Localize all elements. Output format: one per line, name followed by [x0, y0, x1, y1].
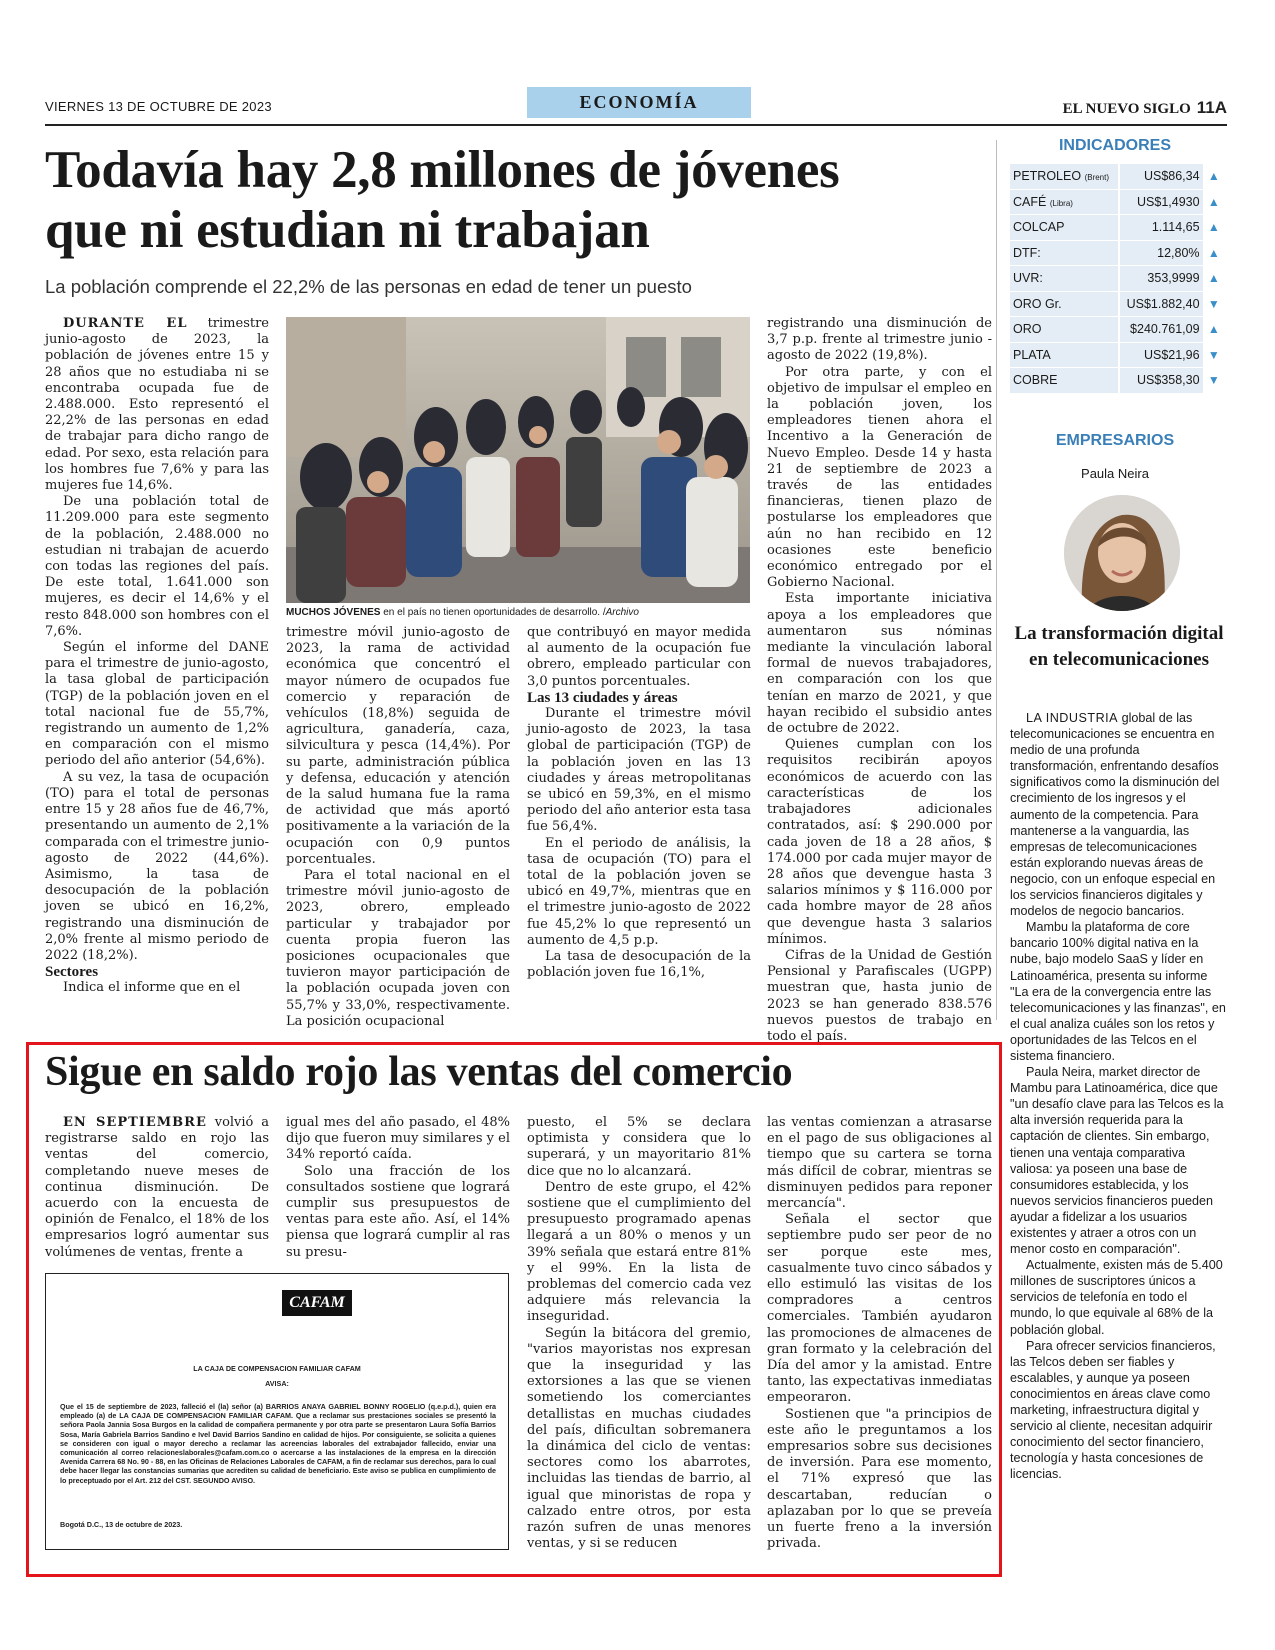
- paragraph: Por otra parte, y con el objetivo de impulsar el empleo en la población joven, los empleadores tienen ahora el Incentivo a la Generación de Nuevo Empleo. Desde 14 y hasta 21 de septiembre de 2023 a través de las entidades financieras, tienen plazo de postularse los empleadores que aún no han recibido en 12 ocasiones este beneficio económico entregado por el Gobierno Nacional.: [767, 364, 992, 591]
- indicator-label: DTF:: [1013, 245, 1041, 260]
- author-photo-image: [1064, 495, 1180, 611]
- article2-column-3: [527, 1115, 751, 1552]
- indicator-value: $240.761,09: [1119, 317, 1203, 343]
- paragraph: [45, 316, 269, 494]
- indicator-label: CAFÉ: [1013, 194, 1047, 209]
- trend-down-icon: ▼: [1203, 368, 1225, 394]
- article1-column-3: [527, 625, 751, 981]
- section-tab: ECONOMÍA: [527, 87, 751, 118]
- trend-down-icon: ▼: [1203, 342, 1225, 368]
- trend-up-icon: ▲: [1203, 164, 1225, 189]
- paragraph: Señala el sector que septiembre pudo ser peor de no ser porque este mes, casualmente tuvo cinco sábados y ello estimuló las visitas de los compradores a centros comerciales. También ayudaron las promociones de almacenes de gran formato y la celebración del Día del amor y la amistad. Entre tanto, las expectativas inmediatas empeoraron.: [767, 1212, 992, 1406]
- paragraph: puesto, el 5% se declara optimista y considera que lo superará, y un mayoritario 81% dice que no lo alcanzará.: [527, 1115, 751, 1179]
- notice-avisa: AVISA:: [265, 1379, 289, 1388]
- paragraph: Mambu la plataforma de core bancario 100% digital nativa en la nube, bajo modelo SaaS y líder en Latinoamérica, presenta su informe "La era de la convergencia entre las telecomunicaciones y las finanzas", en el cual analiza cuáles son los retos y oportunidades de las Telcos en el sistema financiero.: [1010, 920, 1226, 1063]
- headline-line-1: Todavía hay 2,8 millones de jóvenes: [45, 141, 840, 199]
- paragraph: Para ofrecer servicios financieros, las Telcos deben ser fiables y escalables, y aunque ya poseen conocimientos en áreas clave como marketing, infraestructura digital y servicio al cliente, necesitan adquirir conocimiento del sector financiero, tecnología y hasta concesiones de licencias.: [1010, 1338, 1216, 1482]
- indicator-value: 353,9999: [1119, 266, 1203, 292]
- indicator-row: [1010, 317, 1225, 343]
- article1-column-1: [45, 316, 269, 997]
- indicator-name: [1010, 240, 1119, 266]
- indicator-label: PETROLEO: [1013, 169, 1082, 184]
- paragraph: las ventas comienzan a atrasarse en el pago de sus obligaciones al tiempo que su cartera se torna más difícil de cobrar, mientras se disminuyen pedidos para reponer mercancía".: [767, 1115, 992, 1212]
- indicator-row: [1010, 240, 1225, 266]
- paragraph: Según la bitácora del gremio, "varios mayoristas nos expresan que la inseguridad y las extorsiones a las que se vienen sometiendo los comerciantes detallistas en muchas ciudades del país, dificultan sobremanera la dinámica del ciclo de ventas: sectores como los abarrotes, incluidas las tiendas de barrio, al igual que minoristas de ropa y calzado entre otros, por esta razón sufren de unas menores ventas, y si se reducen: [527, 1325, 751, 1552]
- article2-column-4: [767, 1115, 992, 1552]
- caption-lead: MUCHOS JÓVENES: [286, 607, 381, 618]
- author-portrait: [1064, 495, 1180, 611]
- indicator-name: [1010, 368, 1119, 394]
- headline-line-2: que ni estudian ni trabajan: [45, 201, 650, 259]
- section-heading: Sectores: [45, 964, 99, 981]
- paragraph-text: volvió a registrarse saldo en rojo las ventas del comercio, completando nueve meses de continua disminución. De acuerdo con la encuesta de opinión de Fenalco, el 18% de los empresarios logró aumentar sus volúmenes de ventas, frente a: [45, 1115, 269, 1260]
- article2-column-1: [45, 1115, 269, 1261]
- notice-heading: LA CAJA DE COMPENSACION FAMILIAR CAFAM: [193, 1364, 361, 1373]
- paragraph: Esta importante iniciativa apoya a los empleadores que aumentaron sus nóminas mediante la vinculación laboral formal de nuevos trabajadores, en comparación con los que tenían en marzo de 2021, y que hayan recibido el subsidio antes de octubre de 2022.: [767, 591, 992, 737]
- subhead: La población comprende el 22,2% de las personas en edad de tener un puesto: [45, 276, 692, 297]
- indicator-name: [1010, 342, 1119, 368]
- paragraph: Para el total nacional en el trimestre móvil junio-agosto de 2023, obrero, empleado particular y trabajador por cuenta propia fueron las posiciones ocupacionales que tuvieron mayor participación de la población ocupada joven con 55,7% y 33,0%, respectivamente. La posición ocupacional: [286, 868, 510, 1029]
- crowd-photo-image: [286, 317, 750, 603]
- paragraph: Indica el informe que en el: [63, 980, 241, 996]
- indicator-name: [1010, 189, 1119, 215]
- paragraph: La tasa de desocupación de la población joven fue 16,1%,: [527, 949, 751, 981]
- trend-up-icon: ▲: [1203, 240, 1225, 266]
- paragraph: Cifras de la Unidad de Gestión Pensional y Parafiscales (UGPP) muestran que, hasta junio de 2023 se han generado 838.576 nuevos puestos de trabajo en todo el país.: [767, 947, 992, 1044]
- article1-column-2: [286, 625, 510, 1030]
- indicator-value: US$358,30: [1119, 368, 1203, 394]
- indicator-row: [1010, 189, 1225, 215]
- paragraph-text: trimestre junio-agosto de 2023, la población de jóvenes entre 15 y 28 años que no estudiaba ni se encontraba ocupada fue de 2.488.000. Esto representó el 22,2% de las personas en edad de trabajar para dicho rango de edad. Por sexo, esta relación para los hombres fue 7,6% y para las mujeres fue 14,6%.: [45, 316, 269, 494]
- indicator-row: [1010, 342, 1225, 368]
- indicator-name: [1010, 266, 1119, 292]
- indicator-note: (Libra): [1049, 198, 1073, 208]
- indicators-title: INDICADORES: [1058, 137, 1171, 154]
- indicator-label: ORO Gr.: [1013, 296, 1062, 311]
- paragraph: De una población total de 11.209.000 para este segmento de la población, 2.488.000 no estudian ni trabajan de acuerdo con todas las regiones del país. De este total, 1.641.000 son mujeres, es decir el 14,6% y el resto 848.000 son hombres con el 7,6%.: [45, 494, 269, 639]
- indicator-label: COLCAP: [1013, 220, 1065, 235]
- masthead: [1063, 98, 1227, 118]
- indicator-name: [1010, 215, 1119, 241]
- opinion-column-body: [1010, 710, 1228, 1483]
- indicator-row: [1010, 215, 1225, 241]
- indicator-value: 12,80%: [1119, 240, 1203, 266]
- lead-in: LA INDUSTRIA: [1026, 711, 1119, 725]
- trend-up-icon: ▲: [1203, 215, 1225, 241]
- indicator-value: US$1.882,40: [1119, 291, 1203, 317]
- indicator-row: [1010, 368, 1225, 394]
- opinion-column-title: La transformación digital en telecomunicaciones: [1014, 623, 1224, 670]
- indicator-value: 1.114,65: [1119, 215, 1203, 241]
- indicator-note: (Brent): [1084, 173, 1110, 183]
- page-number: 11A: [1196, 98, 1227, 117]
- indicator-label: COBRE: [1013, 373, 1058, 388]
- indicator-value: US$21,96: [1119, 342, 1203, 368]
- caption-text: en el país no tienen oportunidades de desarrollo. /: [380, 607, 606, 618]
- article1-column-4: [767, 316, 992, 1045]
- paragraph: Según el informe del DANE para el trimestre de junio-agosto, la tasa global de participación (TGP) de la población joven en el total nacional fue de 55,7%, registrando un aumento de 1,2% en comparación con el mismo periodo del año anterior (54,6%).: [45, 640, 269, 769]
- indicator-row: [1010, 291, 1225, 317]
- masthead-name: EL NUEVO SIGLO: [1062, 101, 1191, 117]
- paragraph: igual mes del año pasado, el 48% dijo que fueron muy similares y el 34% reportó caída.: [286, 1115, 510, 1163]
- trend-up-icon: ▲: [1203, 266, 1225, 292]
- trend-up-icon: ▲: [1203, 189, 1225, 215]
- paragraph-text: global de las telecomunicaciones se encuentra en medio de una profunda transformación, enfrentando desafíos significativos como la disminución del crecimiento de los ingresos y el aumento de la competencia. Para mantenerse a la vanguardia, las empresas de telecomunicaciones están explorando nuevas áreas de negocio, con un enfoque especial en los servicios financieros digitales y modelos de negocio bancarios.: [1010, 711, 1220, 919]
- indicator-name: [1010, 317, 1119, 343]
- notice-body: Que el 15 de septiembre de 2023, falleció el (la) señor (a) BARRIOS ANAYA GABRIEL BONNY ROGELIO (q.e.p.d.), quien era empleado (a) de LA CAJA DE COMPENSACION FAMILIAR CAFAM. Que a reclamar sus prestaciones sociales se presentó la señora Paola Jannia Sosa Burgos en la calidad de compañera permanente y por otra parte se presentaron Laura Sofía Barrios Sosa, María Gabriela Barrios Sandino e Ivel David Barrios Sandino en calidad de hijos. Por consiguiente, se solicita a quienes se consideren con igual o mayor derecho a reclamar las acreencias laborales del extrabajador fallecido, enviar una comunicación al correo relacioneslaborales@cafam.com.co o acercarse a las instalaciones de la empresa en la dirección Avenida Carrera 68 No. 90 - 88, en las Oficinas de Relaciones Laborales de CAFAM, a fin de reclamar sus derechos, para lo cual debe hacer llegar las constancias sumarias que acrediten su calidad de beneficiario. Este aviso se publica en cumplimiento de lo preceptuado por el Art. 212 del CST. SEGUNDO AVISO.: [60, 1402, 496, 1485]
- legal-notice: [45, 1273, 509, 1550]
- paragraph: En el periodo de análisis, la tasa de ocupación (TO) para el total de la población joven se ubicó en 49,7%, mientras que en el trimestre junio-agosto de 2022 fue 45,2% lo que representó un aumento de 4,5 p.p.: [527, 835, 751, 948]
- section-heading: Las 13 ciudades y áreas: [527, 689, 678, 706]
- notice-footer: Bogotá D.C., 13 de octubre de 2023.: [60, 1520, 183, 1529]
- lead-in: DURANTE EL: [63, 316, 188, 331]
- paragraph: A su vez, la tasa de ocupación (TO) para el total de personas entre 15 y 28 años fue de 46,7%, presentando un aumento de 2,1% comparada con el trimestre junio-agosto de 2022 (44,6%). Asimismo, la tasa de desocupación de la población joven se ubicó en 16,2%, registrando una disminución de 2,0% frente al mismo periodo de 2022 (18,2%).: [45, 769, 269, 963]
- indicator-row: [1010, 266, 1225, 292]
- indicators-table: [1010, 164, 1225, 394]
- indicator-name: [1010, 164, 1119, 189]
- paragraph: Durante el trimestre móvil junio-agosto de 2023, la tasa global de participación (TGP) de la población joven en las 13 ciudades y áreas metropolitanas se ubicó en 59,3%, en el mismo periodo del año anterior esta tasa fue 56,4%.: [527, 706, 751, 835]
- indicator-value: US$1,4930: [1119, 189, 1203, 215]
- paragraph: [1010, 710, 1228, 919]
- indicator-name: [1010, 291, 1119, 317]
- header-rule: [45, 124, 1227, 126]
- lead-in: EN SEPTIEMBRE: [63, 1115, 207, 1130]
- paragraph: que contribuyó en mayor medida al aumento de la ocupación fue obrero, empleado particular con 3,0 puntos porcentuales.: [527, 625, 751, 689]
- paragraph: Actualmente, existen más de 5.400 millones de suscriptores únicos a servicios de telefonía en todo el mundo, lo que equivale al 68% de la población global.: [1010, 1258, 1223, 1337]
- indicator-value: US$86,34: [1119, 164, 1203, 189]
- trend-up-icon: ▲: [1203, 317, 1225, 343]
- paragraph: Quienes cumplan con los requisitos recibirán apoyos económicos de acuerdo con las características de los trabajadores adicionales contratados, así: $ 290.000 por cada joven de 18 a 28 años, $ 174.000 por cada mujer mayor de 28 años que devengue hasta 3 salarios mínimos y $ 116.000 por cada hombre mayor de 28 años que devengue hasta 3 salarios mínimos.: [767, 737, 992, 947]
- paragraph: Sostienen que "a principios de este año le preguntamos a los empresarios sobre sus decisiones de inversión. Para ese momento, el 71% expresó que las descartaban, reducían o aplazaban por lo que se preveía un fuerte freno a la inversión privada.: [767, 1406, 992, 1552]
- paragraph: Solo una fracción de los consultados sostiene que logrará cumplir sus presupuestos de ventas para este año. Así, el 14% piensa que logrará cumplir al ras su presu-: [286, 1163, 510, 1260]
- paragraph: Paula Neira, market director de Mambu para Latinoamérica, dice que "un desafío clave para las Telcos es la alta inversión requerida para la captación de clientes. Sin embargo, tienen una ventaja comparativa valiosa: ya poseen una base de consumidores establecida, y los nuevos servicios financieros pueden ayudar a fidelizar a los usuarios existentes y atraer a otros con un menor costo en comparación".: [1010, 1065, 1224, 1257]
- paragraph: trimestre móvil junio-agosto de 2023, la rama de actividad económica que concentró el mayor número de ocupados fue comercio y reparación de vehículos (18,8%) seguida de agricultura, ganadería, caza, silvicultura y pesca (14,4%). Por su parte, administración pública y defensa, educación y atención de la salud humana fue la rama de actividad que más aportó positivamente a la variación de la ocupación con 0,9 puntos porcentuales.: [286, 625, 510, 867]
- date-line: VIERNES 13 DE OCTUBRE DE 2023: [45, 99, 272, 114]
- news-photo: [286, 317, 750, 603]
- trend-down-icon: ▼: [1203, 291, 1225, 317]
- indicator-label: ORO: [1013, 322, 1042, 337]
- paragraph: Dentro de este grupo, el 42% sostiene que el cumplimiento del presupuesto programado apenas llegará a un 80% o menos y un 39% señala que estará entre 81% y el 99%. En la lista de problemas del comercio cada vez adquiere más relevancia la inseguridad.: [527, 1179, 751, 1325]
- indicator-label: PLATA: [1013, 347, 1051, 362]
- paragraph: registrando una disminución de 3,7 p.p. frente al trimestre junio -agosto de 2022 (19,8%).: [767, 316, 992, 364]
- cafam-logo: CAFAM: [282, 1290, 352, 1316]
- headline: [45, 140, 990, 260]
- headline-2: Sigue en saldo rojo las ventas del comercio: [45, 1049, 793, 1095]
- photo-caption: [286, 607, 756, 618]
- column-divider: [996, 140, 997, 1020]
- paragraph: [45, 1115, 269, 1261]
- author-name: Paula Neira: [1081, 466, 1149, 481]
- empresarios-title: EMPRESARIOS: [1055, 432, 1175, 449]
- article2-column-2: [286, 1115, 510, 1261]
- indicator-label: UVR:: [1013, 271, 1043, 286]
- caption-credit: Archivo: [605, 607, 639, 618]
- indicator-row: [1010, 164, 1225, 189]
